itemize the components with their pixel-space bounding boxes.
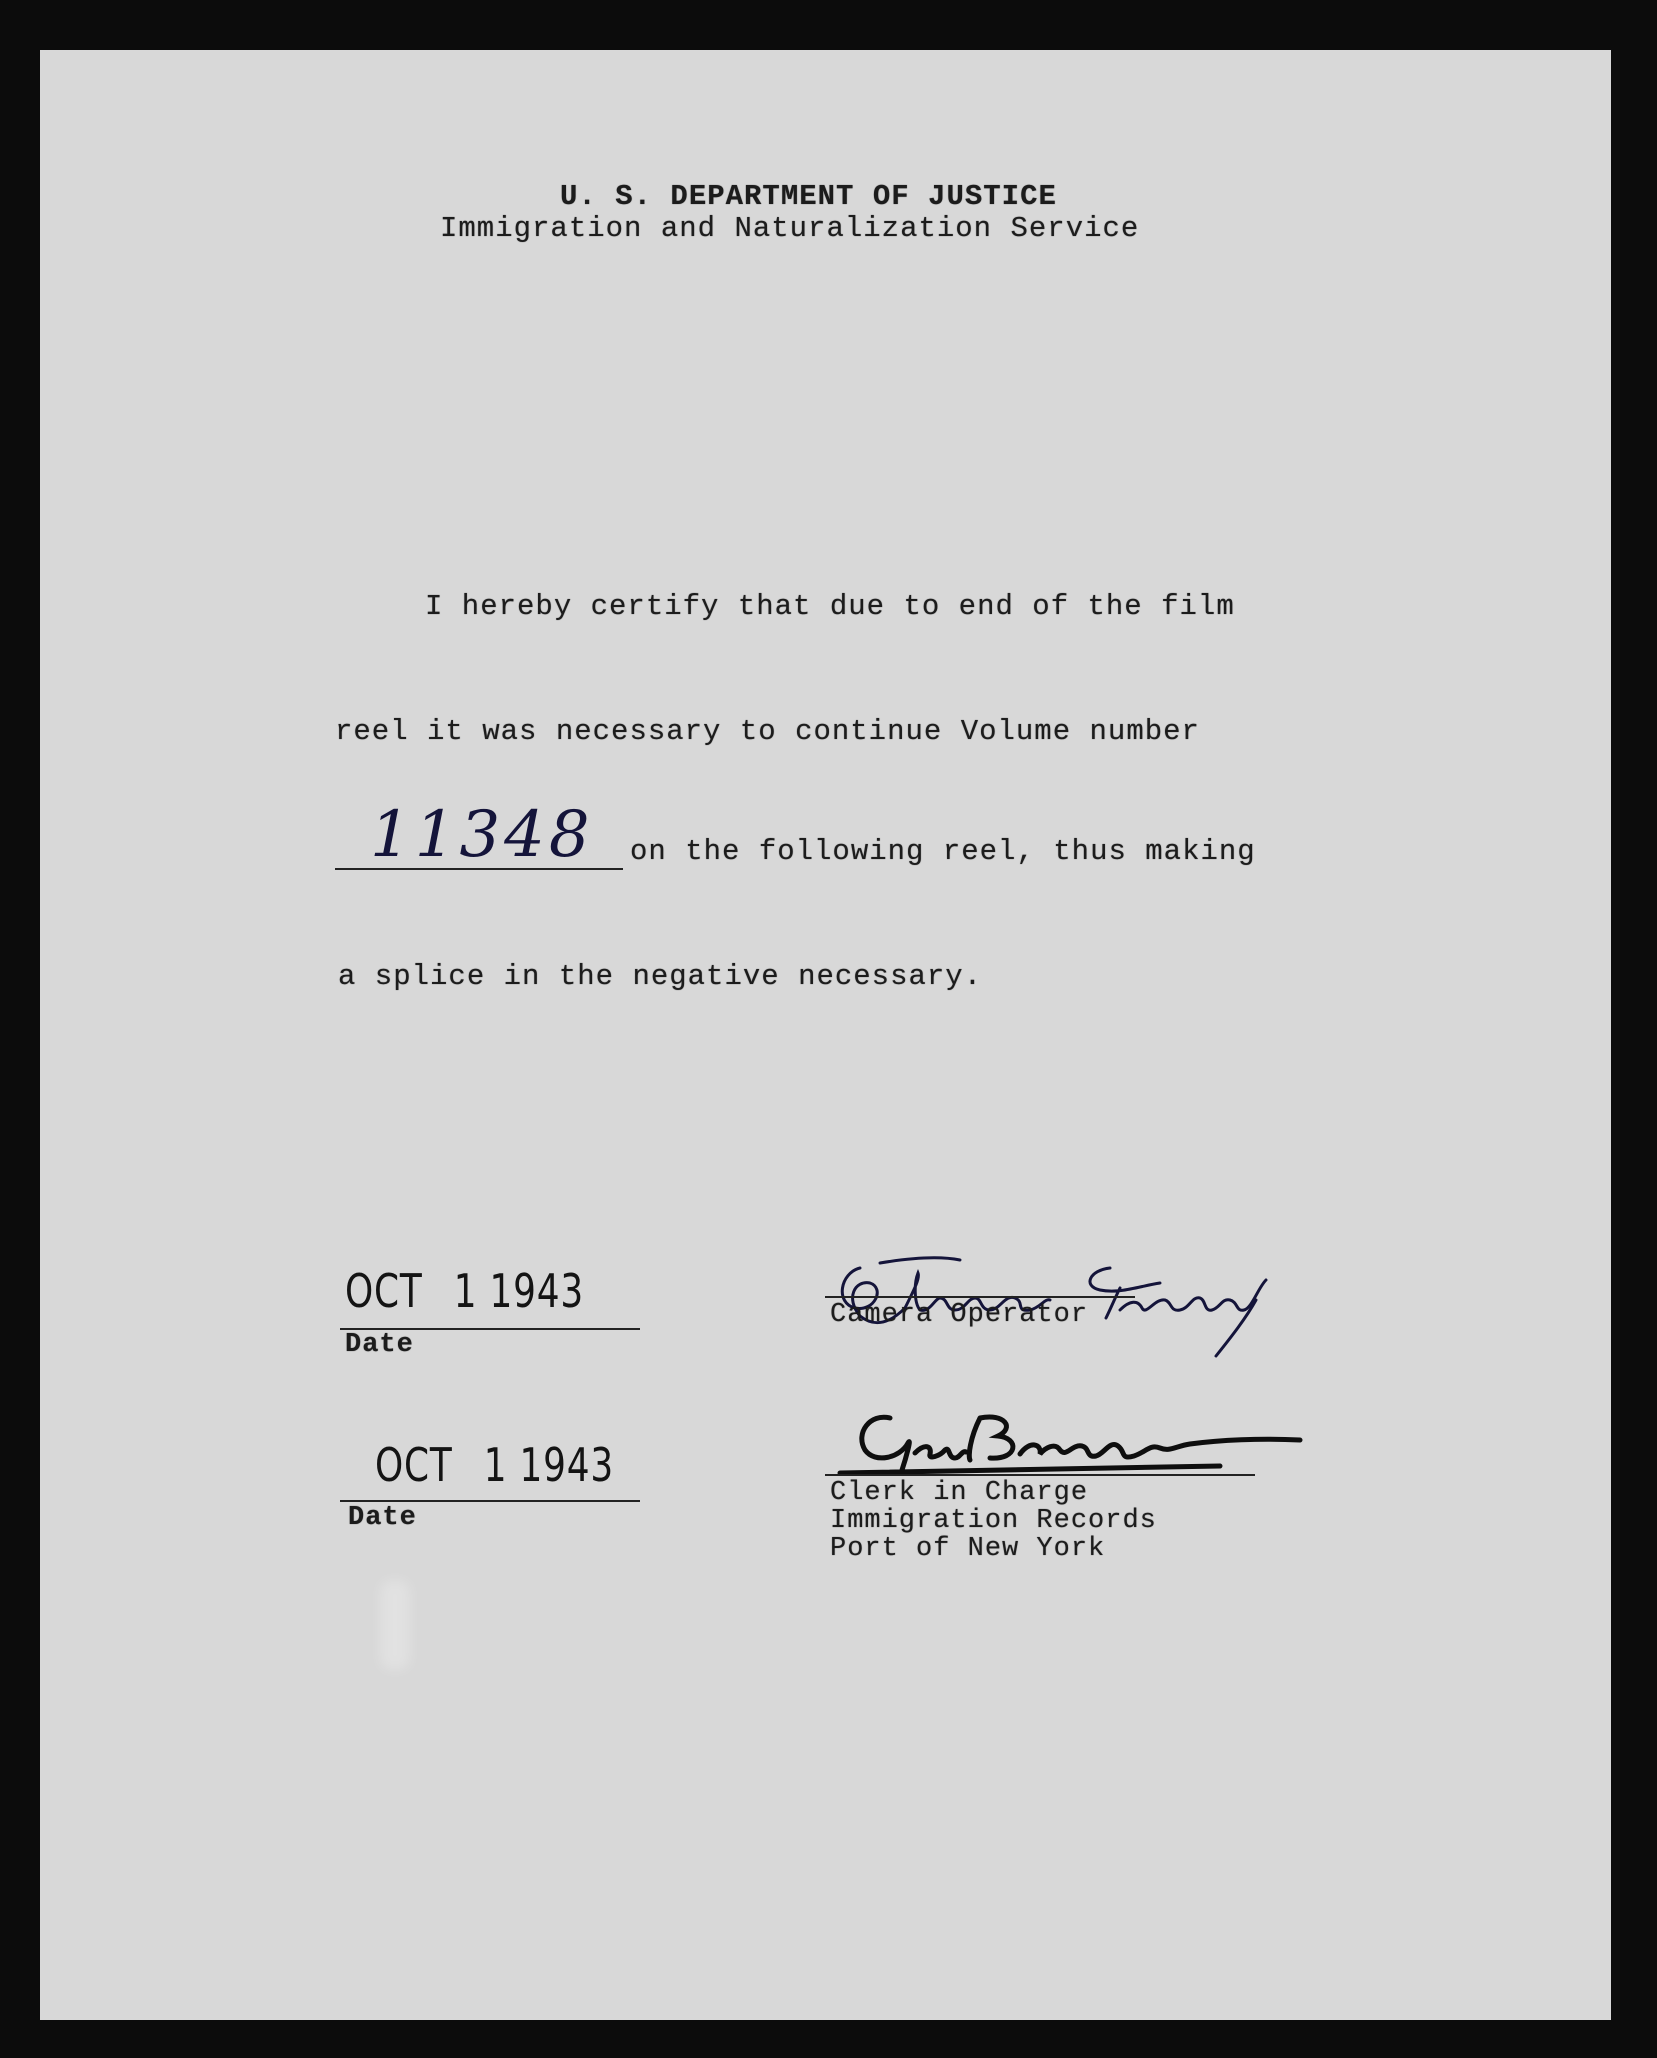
camera-operator-signature: [820, 1228, 1300, 1368]
paper-smudge: [380, 1580, 410, 1670]
date-stamp-1-date: 1 1943: [453, 1264, 584, 1318]
volume-number-underline: [335, 868, 623, 870]
date-line-2: [340, 1500, 640, 1502]
department-heading: U. S. DEPARTMENT OF JUSTICE: [560, 180, 1057, 213]
service-heading: Immigration and Naturalization Service: [440, 212, 1140, 245]
camera-operator-signature-line: [825, 1296, 1135, 1298]
camera-operator-label: Camera Operator: [830, 1300, 1089, 1330]
clerk-title-line-1: Clerk in Charge: [830, 1478, 1089, 1508]
certification-line-4: a splice in the negative necessary.: [338, 960, 983, 993]
clerk-signature-line: [825, 1474, 1255, 1476]
volume-number-handwritten: 11348: [370, 798, 594, 872]
certification-line-1: I hereby certify that due to end of the film: [425, 590, 1235, 623]
date-label-2: Date: [348, 1503, 417, 1533]
certification-line-2: reel it was necessary to continue Volume number: [335, 715, 1200, 748]
clerk-title-line-2: Immigration Records: [830, 1506, 1157, 1536]
date-stamp-2-month: OCT: [375, 1438, 453, 1492]
clerk-title-line-3: Port of New York: [830, 1534, 1106, 1564]
date-stamp-2: [375, 1438, 614, 1492]
date-label-1: Date: [345, 1330, 414, 1360]
date-stamp-2-date: 1 1943: [483, 1438, 614, 1492]
document-page: [40, 50, 1611, 2020]
date-stamp-1-month: OCT: [345, 1264, 423, 1318]
date-stamp-1: [345, 1264, 584, 1318]
certification-line-3: on the following reel, thus making: [630, 835, 1256, 868]
